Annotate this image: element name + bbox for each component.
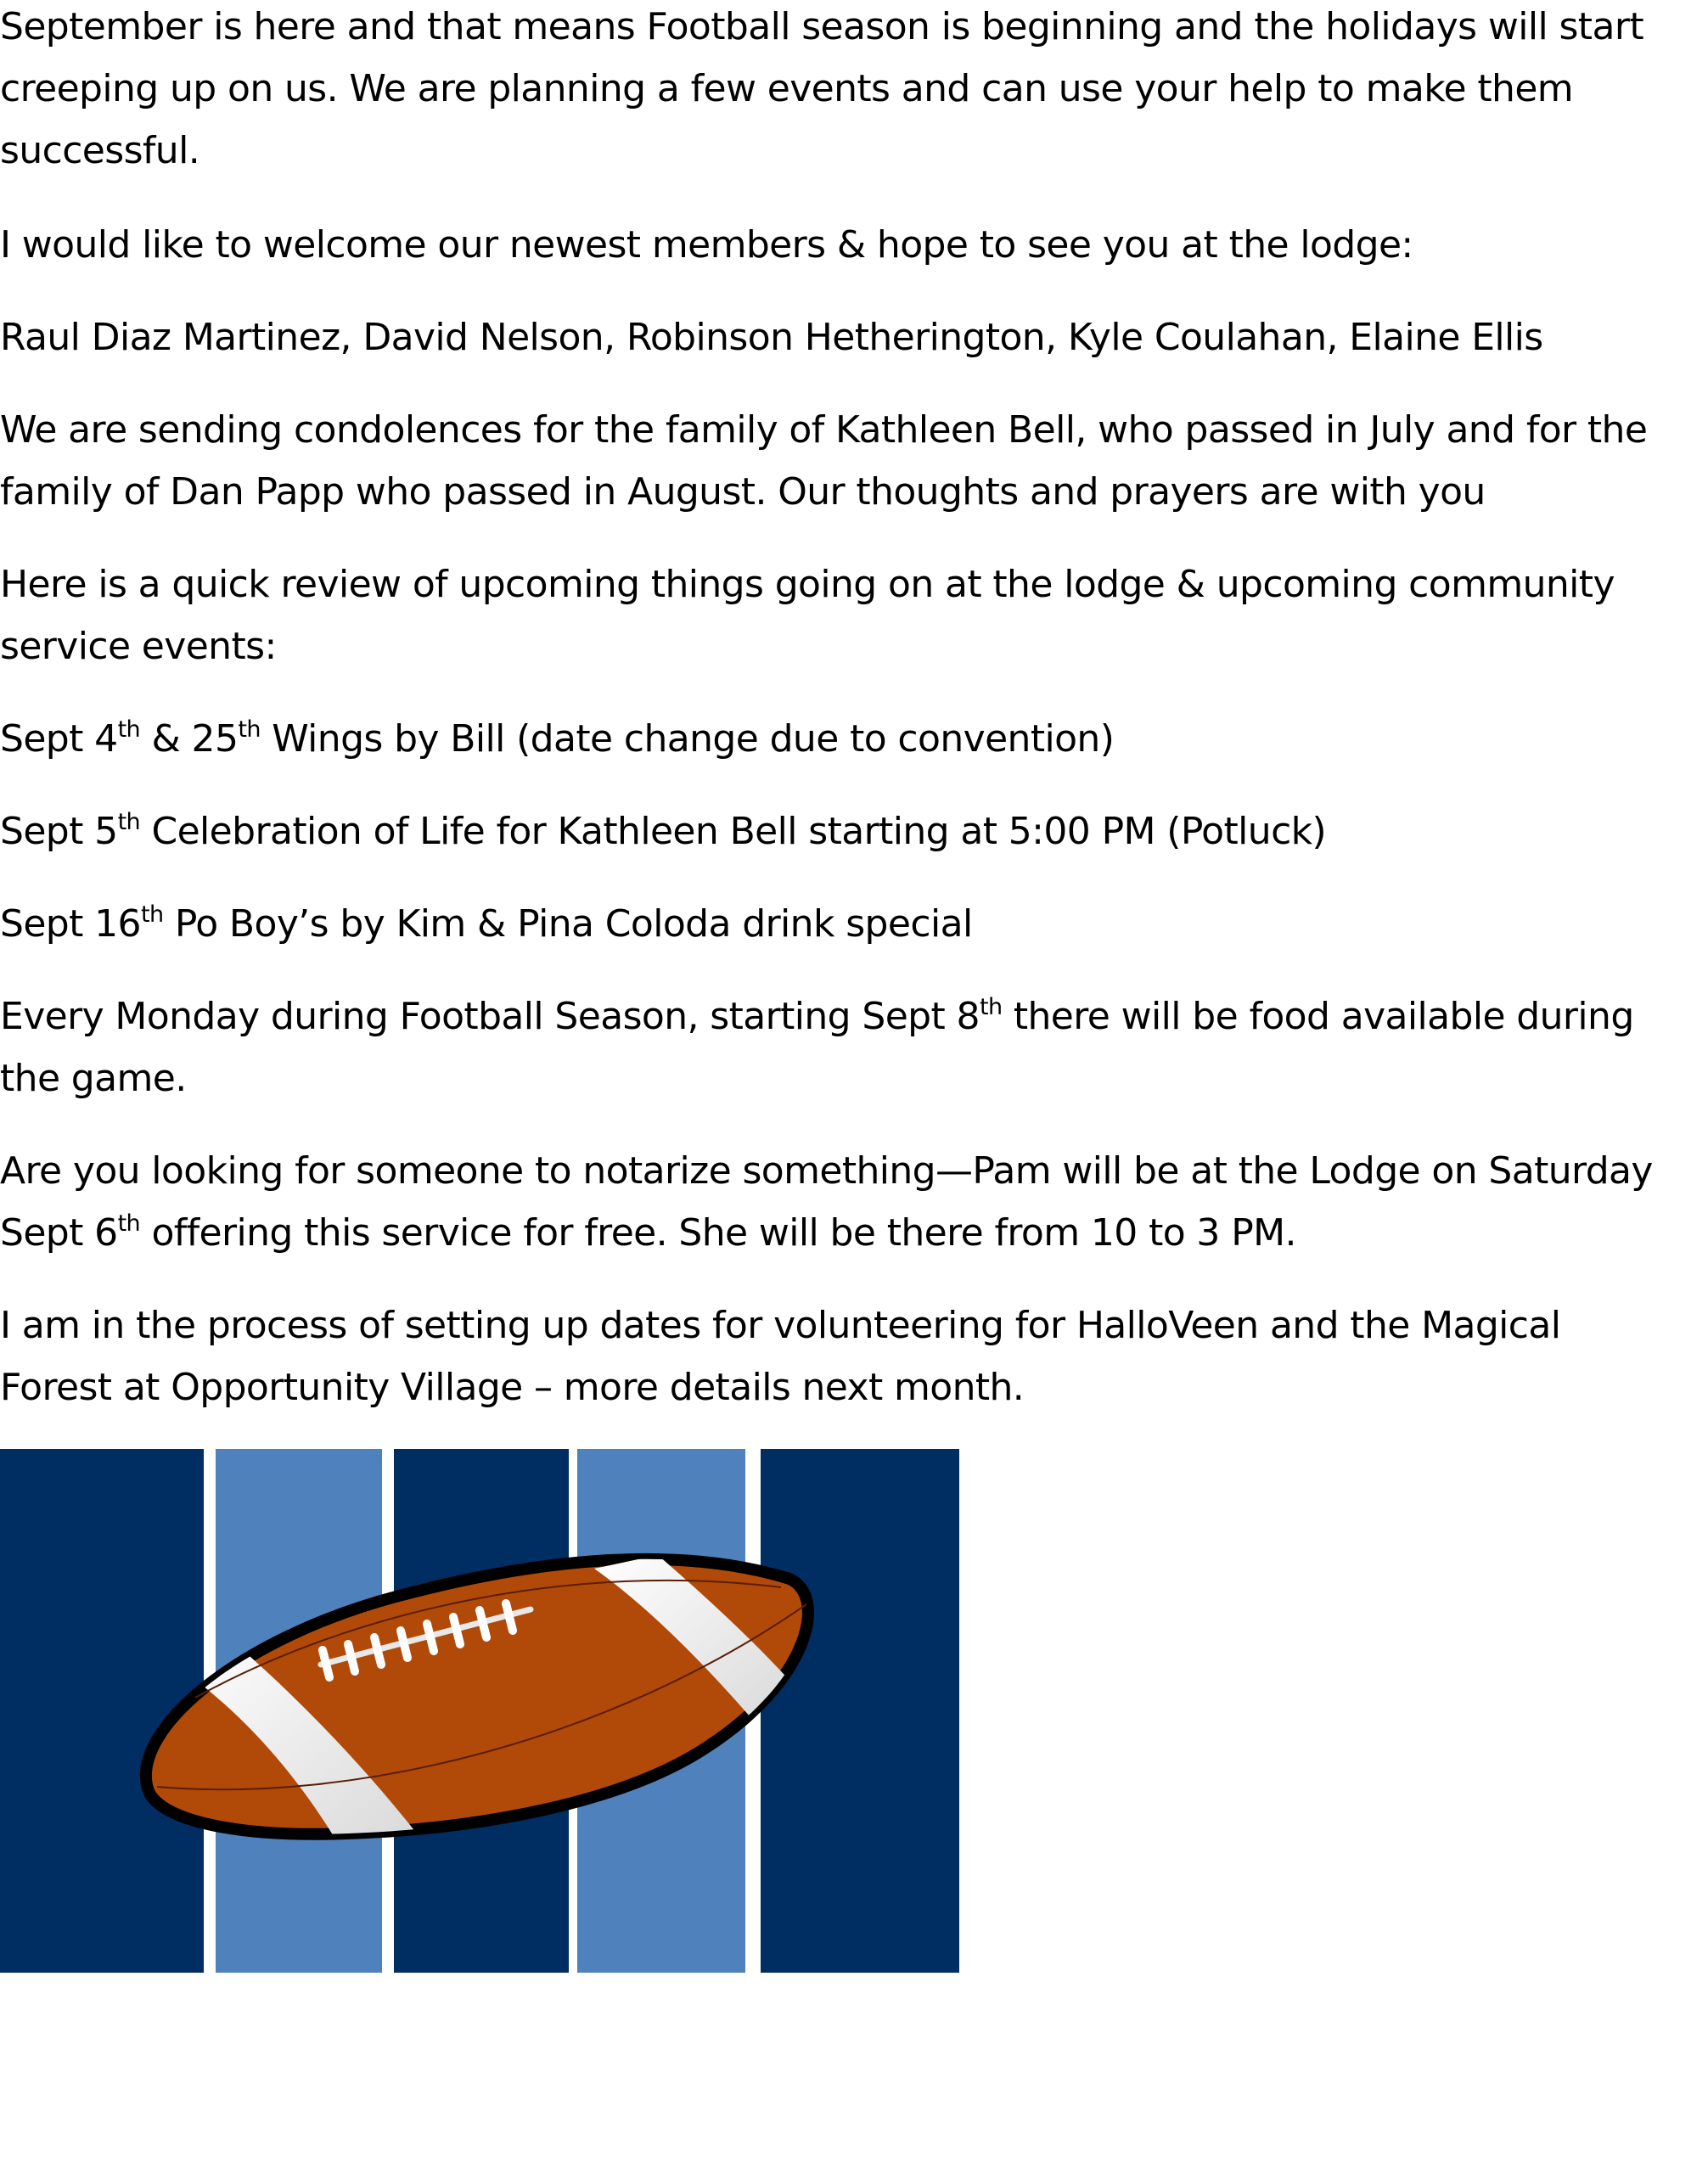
stripe-dark-3 bbox=[761, 1449, 959, 1973]
notary-date: Sept 6 bbox=[0, 1211, 118, 1255]
football-monday-text: Every Monday during Football Season, starting Sept 8 bbox=[0, 995, 980, 1038]
football-monday-text-2: there will be food available during bbox=[1002, 995, 1634, 1038]
new-members-list: Raul Diaz Martinez, David Nelson, Robinson Hetherington, Kyle Coulahan, Elaine Ellis bbox=[0, 316, 1543, 359]
intro-line-3: successful. bbox=[0, 129, 200, 172]
condolences-paragraph bbox=[0, 399, 1647, 523]
review-line-1: Here is a quick review of upcoming things going on at the lodge & upcoming community bbox=[0, 563, 1615, 606]
event-wings-date-suffix: th bbox=[117, 716, 141, 743]
volunteer-line-1: I am in the process of setting up dates for volunteering for HalloVeen and the Magical bbox=[0, 1304, 1561, 1347]
event-wings-date-2-suffix: th bbox=[238, 716, 261, 743]
event-poboy-text: Po Boy’s by Kim & Pina Coloda drink special bbox=[163, 902, 973, 946]
condolences-line-1: We are sending condolences for the family of Kathleen Bell, who passed in July and for the bbox=[0, 408, 1648, 452]
welcome-paragraph bbox=[0, 214, 1413, 276]
notary-paragraph bbox=[0, 1140, 1653, 1264]
football-illustration bbox=[0, 1449, 959, 1973]
condolences-line-2: family of Dan Papp who passed in August. Our thoughts and prayers are with you bbox=[0, 470, 1486, 514]
event-poboy-date: Sept 16 bbox=[0, 902, 141, 946]
volunteer-paragraph bbox=[0, 1294, 1560, 1418]
notary-date-suffix: th bbox=[117, 1210, 141, 1237]
football-monday-paragraph bbox=[0, 985, 1634, 1109]
welcome-text: I would like to welcome our newest members & hope to see you at the lodge: bbox=[0, 223, 1413, 267]
event-celebration bbox=[0, 800, 1326, 862]
event-celebration-date: Sept 5 bbox=[0, 810, 118, 853]
intro-line-1: September is here and that means Football season is beginning and the holidays will start bbox=[0, 5, 1643, 48]
event-wings bbox=[0, 708, 1114, 770]
review-line-2: service events: bbox=[0, 625, 277, 668]
event-celebration-text: Celebration of Life for Kathleen Bell starting at 5:00 PM (Potluck) bbox=[140, 810, 1327, 853]
review-paragraph bbox=[0, 553, 1615, 677]
event-wings-date: Sept 4 bbox=[0, 717, 118, 761]
event-wings-date-2: & 25 bbox=[140, 717, 239, 761]
notary-line-1: Are you looking for someone to notarize something—Pam will be at the Lodge on Saturday bbox=[0, 1149, 1653, 1193]
event-poboy bbox=[0, 893, 973, 955]
event-poboy-date-suffix: th bbox=[140, 901, 164, 928]
football-monday-line-2: the game. bbox=[0, 1057, 187, 1100]
intro-paragraph bbox=[0, 0, 1643, 182]
event-wings-text: Wings by Bill (date change due to convention) bbox=[260, 717, 1115, 761]
notary-text: offering this service for free. She will be there from 10 to 3 PM. bbox=[140, 1211, 1296, 1255]
new-members-paragraph bbox=[0, 306, 1543, 368]
volunteer-line-2: Forest at Opportunity Village – more details next month. bbox=[0, 1366, 1025, 1409]
intro-line-2: creeping up on us. We are planning a few events and can use your help to make them bbox=[0, 67, 1574, 110]
football-icon bbox=[0, 1449, 959, 1973]
event-celebration-date-suffix: th bbox=[117, 809, 141, 835]
football-monday-date-suffix: th bbox=[979, 994, 1003, 1020]
